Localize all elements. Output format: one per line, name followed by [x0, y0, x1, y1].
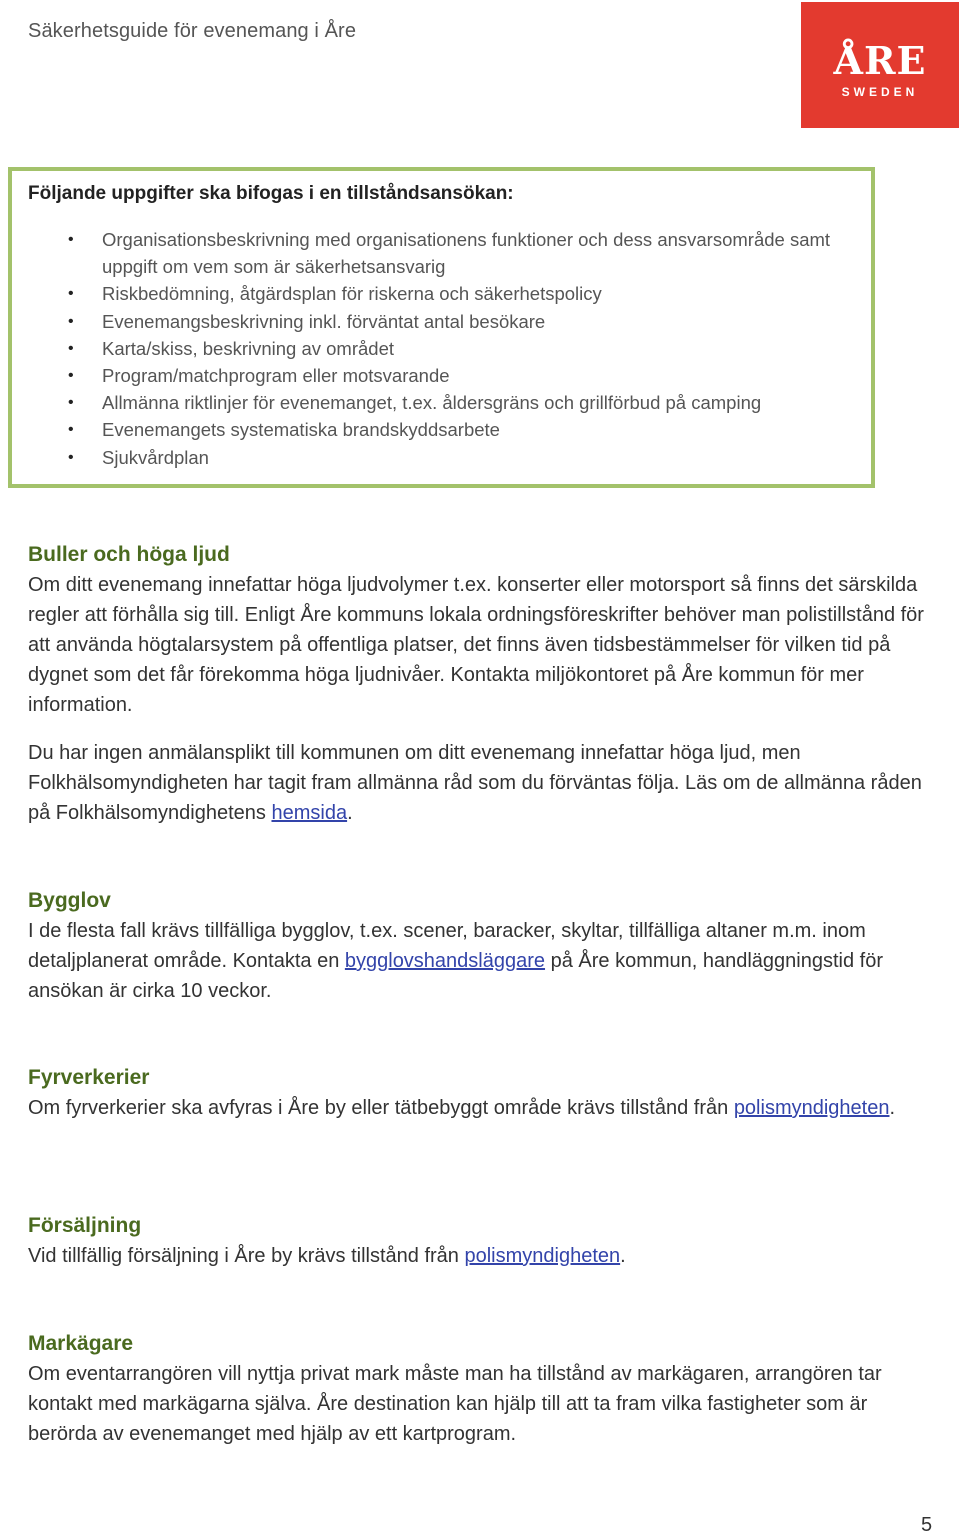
section-heading: Försäljning: [28, 1214, 142, 1237]
paragraph-text: I de flesta fall krävs tillfälliga bygglov, t.ex. scener, baracker, skyltar, tillfälliga altaner m.m. inom detaljplanerat område. Kontakta en: [28, 920, 866, 972]
section-paragraph: [28, 1093, 938, 1123]
list-item-text: Evenemangets systematiska brandskyddsarbete: [102, 419, 500, 441]
section-heading: Fyrverkerier: [28, 1066, 150, 1089]
section-paragraph: [28, 916, 938, 1006]
section-bygglov: [28, 886, 938, 1006]
paragraph-end: .: [620, 1245, 626, 1267]
list-item: [28, 280, 848, 307]
bullet-icon: •: [68, 394, 74, 412]
logo-subtitle: SWEDEN: [841, 85, 919, 99]
paragraph-end: .: [889, 1097, 896, 1119]
polismyndigheten-link[interactable]: polismyndigheten: [464, 1245, 621, 1267]
list-item: [28, 389, 848, 416]
bygglovshandlaggare-link[interactable]: bygglovshandsläggare: [344, 950, 546, 972]
section-heading: Buller och höga ljud: [28, 543, 230, 566]
polismyndigheten-link[interactable]: polismyndigheten: [733, 1097, 890, 1119]
bullet-icon: •: [68, 421, 74, 439]
section-buller: [28, 540, 938, 828]
list-item-text: Organisationsbeskrivning med organisationens funktioner och dess ansvarsområde samt uppgift om vem som är säkerhetsansvarig: [102, 229, 831, 278]
section-markagare: [28, 1329, 938, 1449]
list-item-text: Evenemangsbeskrivning inkl. förväntat antal besökare: [102, 310, 546, 332]
hemsida-link[interactable]: hemsida: [271, 802, 348, 824]
section-fyrverkerier: [28, 1063, 938, 1123]
bullet-icon: •: [68, 312, 74, 330]
section-paragraph: [28, 1241, 938, 1271]
list-item: [28, 308, 848, 335]
bullet-icon: •: [68, 339, 74, 357]
paragraph-end: .: [347, 802, 353, 824]
bullet-icon: •: [68, 448, 74, 466]
paragraph-text: Om fyrverkerier ska avfyras i Åre by eller tätbebyggt område krävs tillstånd från: [28, 1097, 734, 1119]
paragraph-text: Du har ingen anmälansplikt till kommunen om ditt evenemang innefattar höga ljud, men Folkhälsomyndigheten har tagit fram allmänna råd som du förväntas följa. Läs om de allmänna råden på Folkhälsomyndighetens: [28, 742, 922, 824]
section-heading: Markägare: [28, 1332, 134, 1355]
list-item: [28, 362, 848, 389]
list-item-text: Karta/skiss, beskrivning av området: [102, 337, 395, 359]
logo-wordmark: ÅRE: [833, 38, 927, 83]
are-sweden-logo: [801, 2, 959, 128]
list-item-text: Sjukvårdplan: [102, 446, 209, 468]
requirements-box: [8, 167, 875, 488]
list-item: [28, 335, 848, 362]
section-paragraph: Om eventarrangören vill nyttja privat mark måste man ha tillstånd av markägaren, arrangören tar kontakt med markägarna själva. Åre destination kan hjälp till att ta fram vilka fastigheter som är berörda av evenemanget med hjälp av ett kartprogram.: [28, 1363, 882, 1445]
page-number: 5: [921, 1514, 933, 1535]
list-item-text: Allmänna riktlinjer för evenemanget, t.ex. åldersgräns och grillförbud på camping: [102, 392, 762, 414]
requirements-list: [28, 226, 848, 471]
paragraph-text: på Åre kommun, handläggningstid för ansökan är cirka 10 veckor.: [28, 950, 884, 1002]
paragraph-text: Vid tillfällig försäljning i Åre by krävs tillstånd från: [28, 1245, 465, 1267]
list-item: [28, 416, 848, 443]
bullet-icon: •: [68, 285, 74, 303]
bullet-icon: •: [68, 231, 74, 248]
list-item: [28, 226, 848, 280]
section-heading: Bygglov: [28, 889, 111, 912]
section-paragraph: Om ditt evenemang innefattar höga ljudvolymer t.ex. konserter eller motorsport så finns det särskilda regler att förhålla sig till. Enligt Åre kommuns lokala ordningsföreskrifter behöver man polistillstånd för att använda högtalarsystem på offentliga platser, det finns även tidsbestämmelser för vilken tid på dygnet som det får förekomma höga ljudnivåer. Kontakta miljökontoret på Åre kommun för mer information.: [28, 574, 924, 716]
list-item-text: Riskbedömning, åtgärdsplan för riskerna och säkerhetspolicy: [102, 283, 602, 305]
bullet-icon: •: [68, 367, 74, 385]
section-forsaljning: [28, 1211, 938, 1271]
section-paragraph: [28, 738, 938, 828]
document-header-title: Säkerhetsguide för evenemang i Åre: [28, 20, 357, 42]
list-item: [28, 444, 848, 471]
list-item-text: Program/matchprogram eller motsvarande: [102, 365, 450, 387]
requirements-title: Följande uppgifter ska bifogas i en tillståndsansökan:: [28, 183, 514, 204]
